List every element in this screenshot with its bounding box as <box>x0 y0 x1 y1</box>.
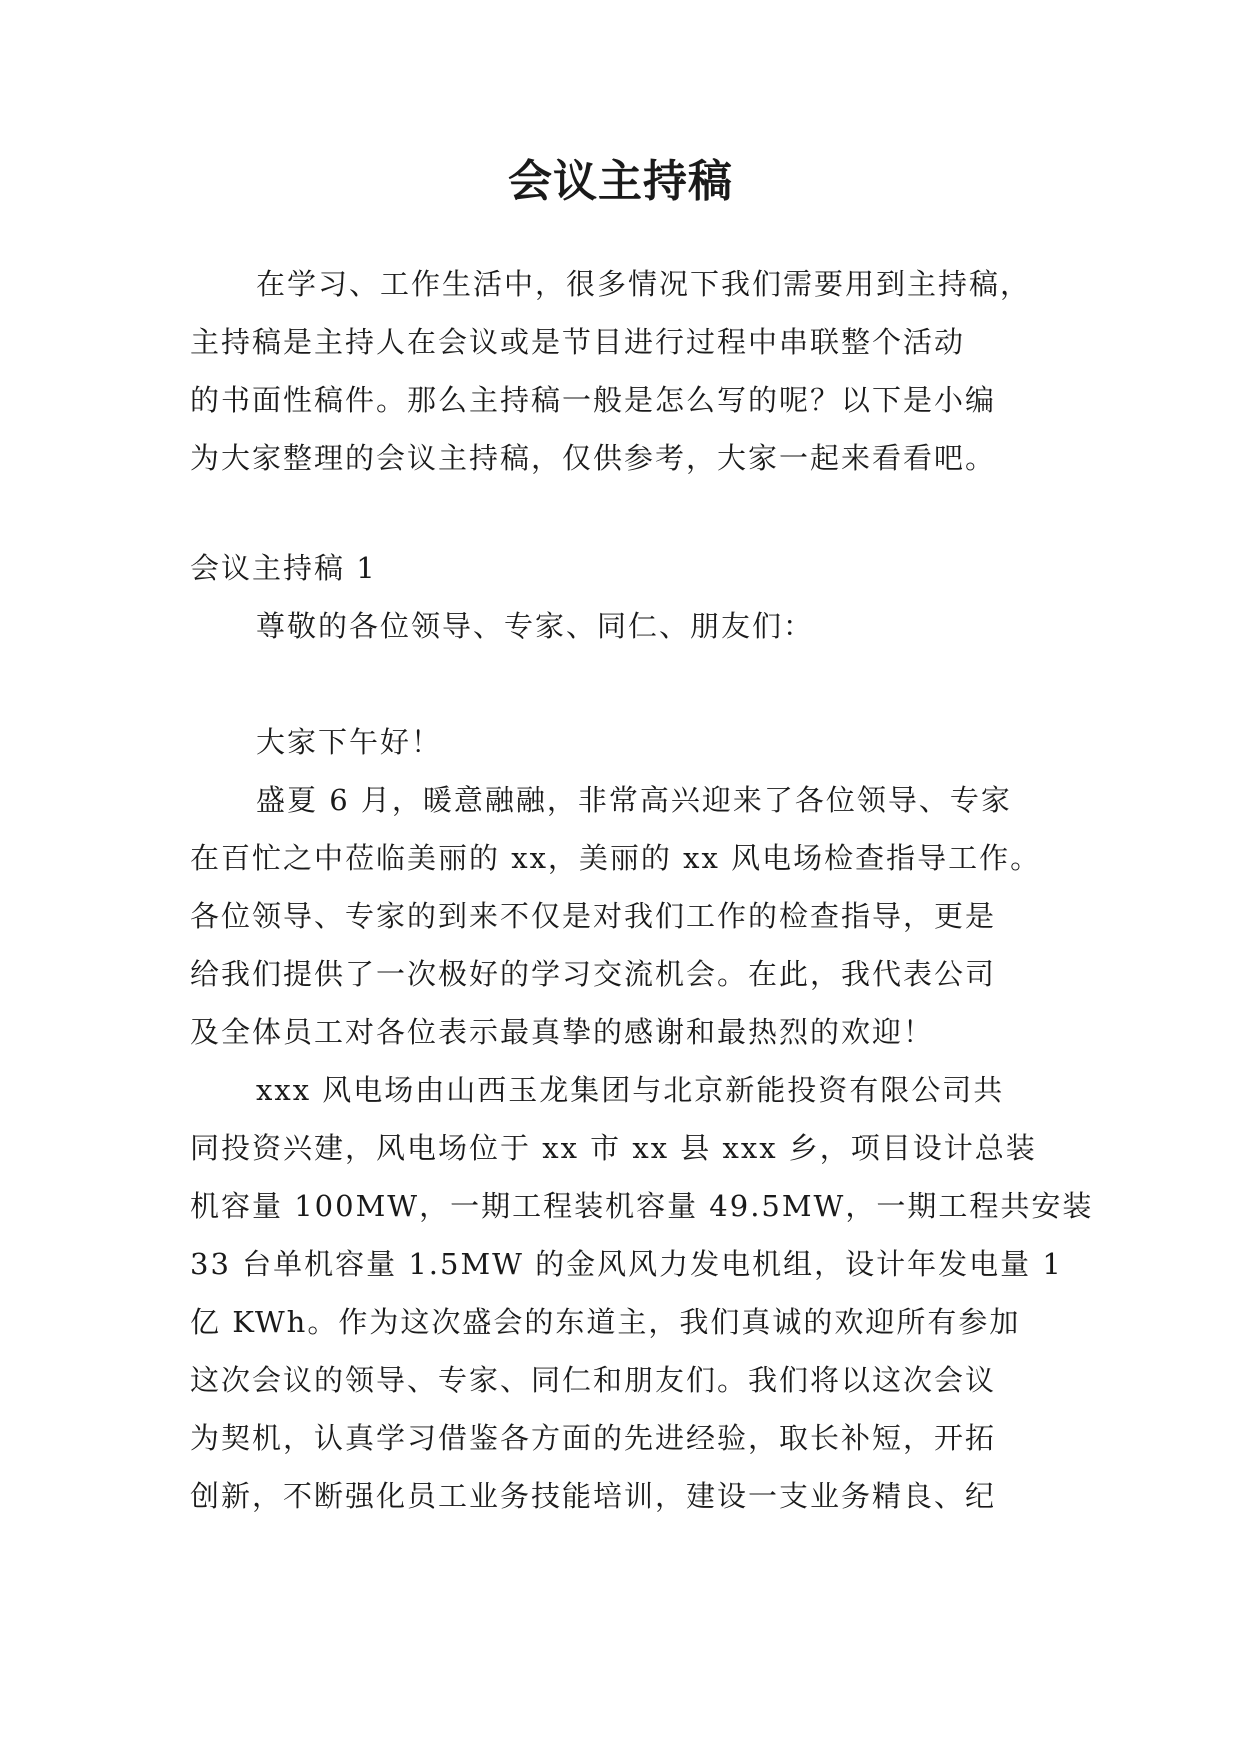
paragraph-welcome <box>190 771 1065 1061</box>
text-line: 33 台单机容量 1.5MW 的金风风力发电机组，设计年发电量 1 <box>190 1247 1063 1281</box>
document-body <box>190 255 1094 1525</box>
paragraph-wind-farm <box>190 1061 1094 1525</box>
section-heading: 会议主持稿 1 <box>190 551 377 585</box>
text-line: 亿 KWh。作为这次盛会的东道主，我们真诚的欢迎所有参加 <box>190 1305 1021 1339</box>
greeting: 大家下午好！ <box>256 725 443 759</box>
text-line: 在学习、工作生活中，很多情况下我们需要用到主持稿， <box>256 267 1032 301</box>
text-line: 给我们提供了一次极好的学习交流机会。在此，我代表公司 <box>190 957 997 991</box>
text-line: 这次会议的领导、专家、同仁和朋友们。我们将以这次会议 <box>190 1363 997 1397</box>
text-line: 创新，不断强化员工业务技能培训，建设一支业务精良、纪 <box>190 1479 997 1513</box>
text-line: xxx 风电场由山西玉龙集团与北京新能投资有限公司共 <box>256 1073 1005 1107</box>
text-line: 的书面性稿件。那么主持稿一般是怎么写的呢？以下是小编 <box>190 383 997 417</box>
page-title: 会议主持稿 <box>508 156 733 207</box>
text-line: 主持稿是主持人在会议或是节目进行过程中串联整个活动 <box>190 325 966 359</box>
text-line: 盛夏 6 月，暖意融融，非常高兴迎来了各位领导、专家 <box>256 783 1012 817</box>
salutation: 尊敬的各位领导、专家、同仁、朋友们： <box>256 609 815 643</box>
text-line: 同投资兴建，风电场位于 xx 市 xx 县 xxx 乡，项目设计总装 <box>190 1131 1037 1165</box>
text-line: 在百忙之中莅临美丽的 xx，美丽的 xx 风电场检查指导工作。 <box>190 841 1042 875</box>
text-line: 机容量 100MW，一期工程装机容量 49.5MW，一期工程共安装 <box>190 1189 1094 1223</box>
intro-paragraph <box>190 255 1065 487</box>
text-line: 为大家整理的会议主持稿，仅供参考，大家一起来看看吧。 <box>190 441 997 475</box>
text-line: 及全体员工对各位表示最真挚的感谢和最热烈的欢迎！ <box>190 1015 935 1049</box>
text-line: 为契机，认真学习借鉴各方面的先进经验，取长补短，开拓 <box>190 1421 997 1455</box>
text-line: 各位领导、专家的到来不仅是对我们工作的检查指导，更是 <box>190 899 997 933</box>
